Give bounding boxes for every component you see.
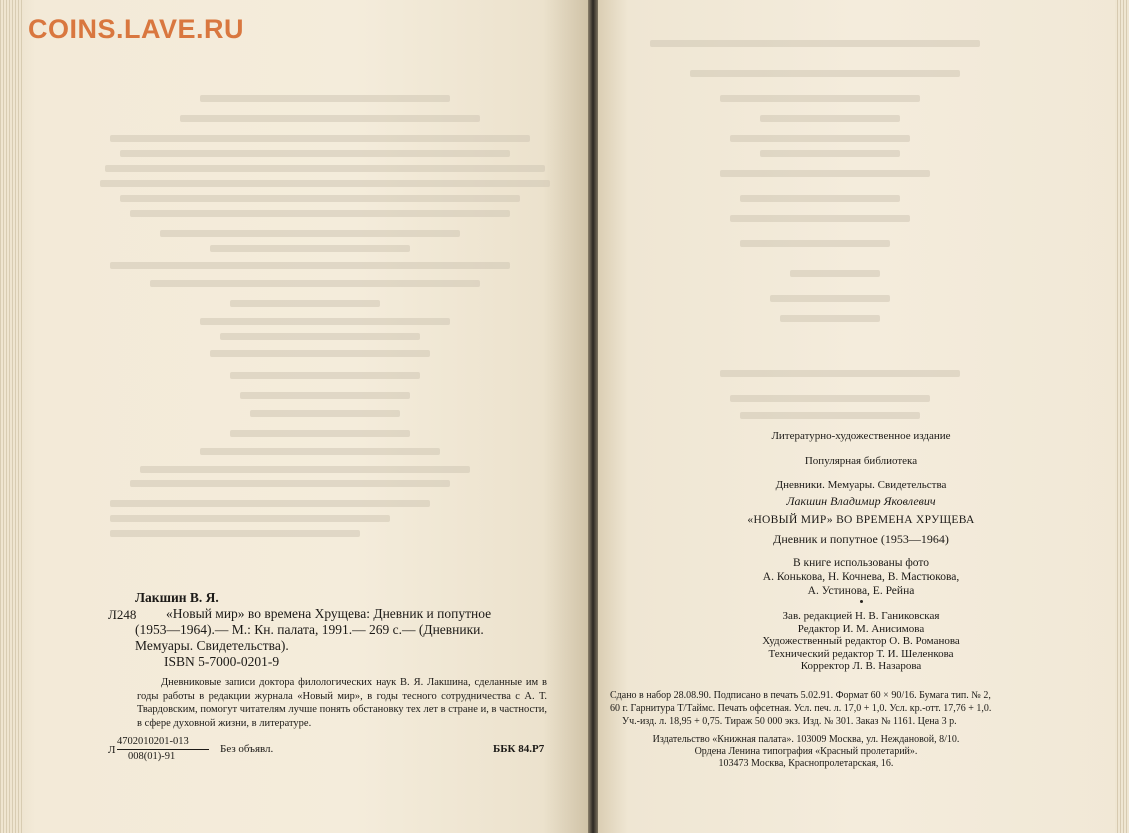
bleed-through-line [210, 350, 430, 357]
code-fraction-line [117, 749, 209, 750]
bleed-through-line [160, 230, 460, 237]
bleed-through-line [200, 95, 450, 102]
bleed-through-line [220, 333, 420, 340]
photo-credit: А. Конькова, Н. Кочнева, В. Мастюкова, [762, 571, 960, 583]
bleed-through-line [130, 210, 510, 217]
catalog-entry-line: Мемуары. Свидетельства). [135, 638, 289, 653]
author-full-name: Лакшин Владимир Яковлевич [786, 494, 936, 508]
bleed-through-line [730, 395, 930, 402]
bleed-through-line [110, 530, 360, 537]
bleed-through-line [760, 115, 900, 122]
bleed-through-line [120, 150, 510, 157]
bleed-through-line [740, 195, 900, 202]
publisher-line: Издательство «Книжная палата». 103009 Москва, ул. Неждановой, 8/10. [652, 734, 960, 745]
catalog-entry-line: (1953—1964).— М.: Кн. палата, 1991.— 269 с.— (Дневники. [135, 622, 484, 637]
page-edge-left [0, 0, 22, 833]
publisher-line: Ордена Ленина типография «Красный пролетарий». [694, 746, 918, 757]
edition-type: Литературно-художественное издание [771, 430, 951, 442]
bleed-through-line [200, 448, 440, 455]
bleed-through-line [120, 195, 520, 202]
bleed-through-line [760, 150, 900, 157]
bleed-through-line [770, 295, 890, 302]
staff-line: Редактор И. М. Анисимова [797, 623, 925, 635]
bleed-through-line [140, 466, 470, 473]
bleed-through-line [180, 115, 480, 122]
bleed-through-line [210, 245, 410, 252]
isbn: ISBN 5-7000-0201-9 [164, 654, 280, 669]
catalog-author: Лакшин В. Я. [135, 590, 219, 605]
series-name: Популярная библиотека [804, 455, 918, 467]
bleed-through-line [720, 95, 920, 102]
staff-line: Корректор Л. В. Назарова [800, 660, 922, 672]
bleed-through-line [790, 270, 880, 277]
catalog-entry-line: «Новый мир» во времена Хрущева: Дневник и попутное [166, 606, 492, 621]
subseries-name: Дневники. Мемуары. Свидетельства [775, 479, 947, 491]
photo-credit: А. Устинова, Е. Рейна [807, 585, 915, 597]
staff-line: Зав. редакцией Н. В. Ганиковская [782, 610, 940, 622]
print-speck [860, 600, 863, 603]
code-numerator: 4702010201-013 [117, 736, 189, 747]
bleed-through-line [230, 430, 410, 437]
bleed-through-line [100, 180, 550, 187]
bleed-through-line [110, 135, 530, 142]
bleed-through-line [230, 300, 380, 307]
bleed-through-line [740, 412, 920, 419]
imprint-line: Сдано в набор 28.08.90. Подписано в печать 5.02.91. Формат 60 × 90/16. Бумага тип. № 2, [610, 690, 991, 701]
bleed-through-line [650, 40, 980, 47]
book-subtitle: Дневник и попутное (1953—1964) [773, 532, 949, 546]
bbk-code: ББК 84.Р7 [493, 743, 545, 755]
bleed-through-line [130, 480, 450, 487]
bleed-through-line [240, 392, 410, 399]
bleed-through-line [740, 240, 890, 247]
bleed-through-line [230, 372, 420, 379]
page-edge-right [1115, 0, 1129, 833]
bleed-through-line [110, 515, 390, 522]
book-title: «НОВЫЙ МИР» ВО ВРЕМЕНА ХРУЩЕВА [747, 514, 975, 526]
code-denominator: 008(01)-91 [128, 751, 176, 762]
bleed-through-line [730, 135, 910, 142]
bleed-through-line [720, 170, 930, 177]
bleed-through-line [200, 318, 450, 325]
staff-line: Технический редактор Т. И. Шеленкова [768, 648, 954, 660]
bleed-through-line [110, 500, 430, 507]
bleed-through-line [105, 165, 545, 172]
no-announcement: Без объявл. [220, 743, 274, 755]
imprint-line: 60 г. Гарнитура Т/Таймс. Печать офсетная. Усл. печ. л. 17,0 + 1,0. Усл. кр.-отт. 17,76 + 1,0. [610, 703, 992, 714]
watermark: COINS.LAVE.RU [28, 14, 245, 44]
catalog-code: Л248 [108, 607, 137, 622]
photo-credit: В книге использованы фото [792, 557, 930, 569]
bleed-through-line [720, 370, 960, 377]
bleed-through-line [110, 262, 510, 269]
publisher-line: 103473 Москва, Краснопролетарская, 16. [718, 758, 894, 769]
bleed-through-line [690, 70, 960, 77]
imprint-line: Уч.-изд. л. 18,95 + 0,75. Тираж 50 000 экз. Изд. № 301. Заказ № 1161. Цена 3 р. [622, 716, 957, 727]
staff-line: Художественный редактор О. В. Романова [762, 635, 960, 647]
book-spine [588, 0, 598, 833]
code-letter: Л [108, 744, 116, 756]
bleed-through-line [730, 215, 910, 222]
annotation: Дневниковые записи доктора филологических наук В. Я. Лакшина, сделанные им в годы работы в редакции журнала «Новый мир», в годы тесного сотрудничества с А. Т. Твардовским, помогут читателям лучше понять обстановку тех лет в стране и, в частности, в сфере духовной жизни, в литературе. [137, 677, 547, 729]
bleed-through-line [150, 280, 480, 287]
bleed-through-line [250, 410, 400, 417]
bleed-through-line [780, 315, 880, 322]
